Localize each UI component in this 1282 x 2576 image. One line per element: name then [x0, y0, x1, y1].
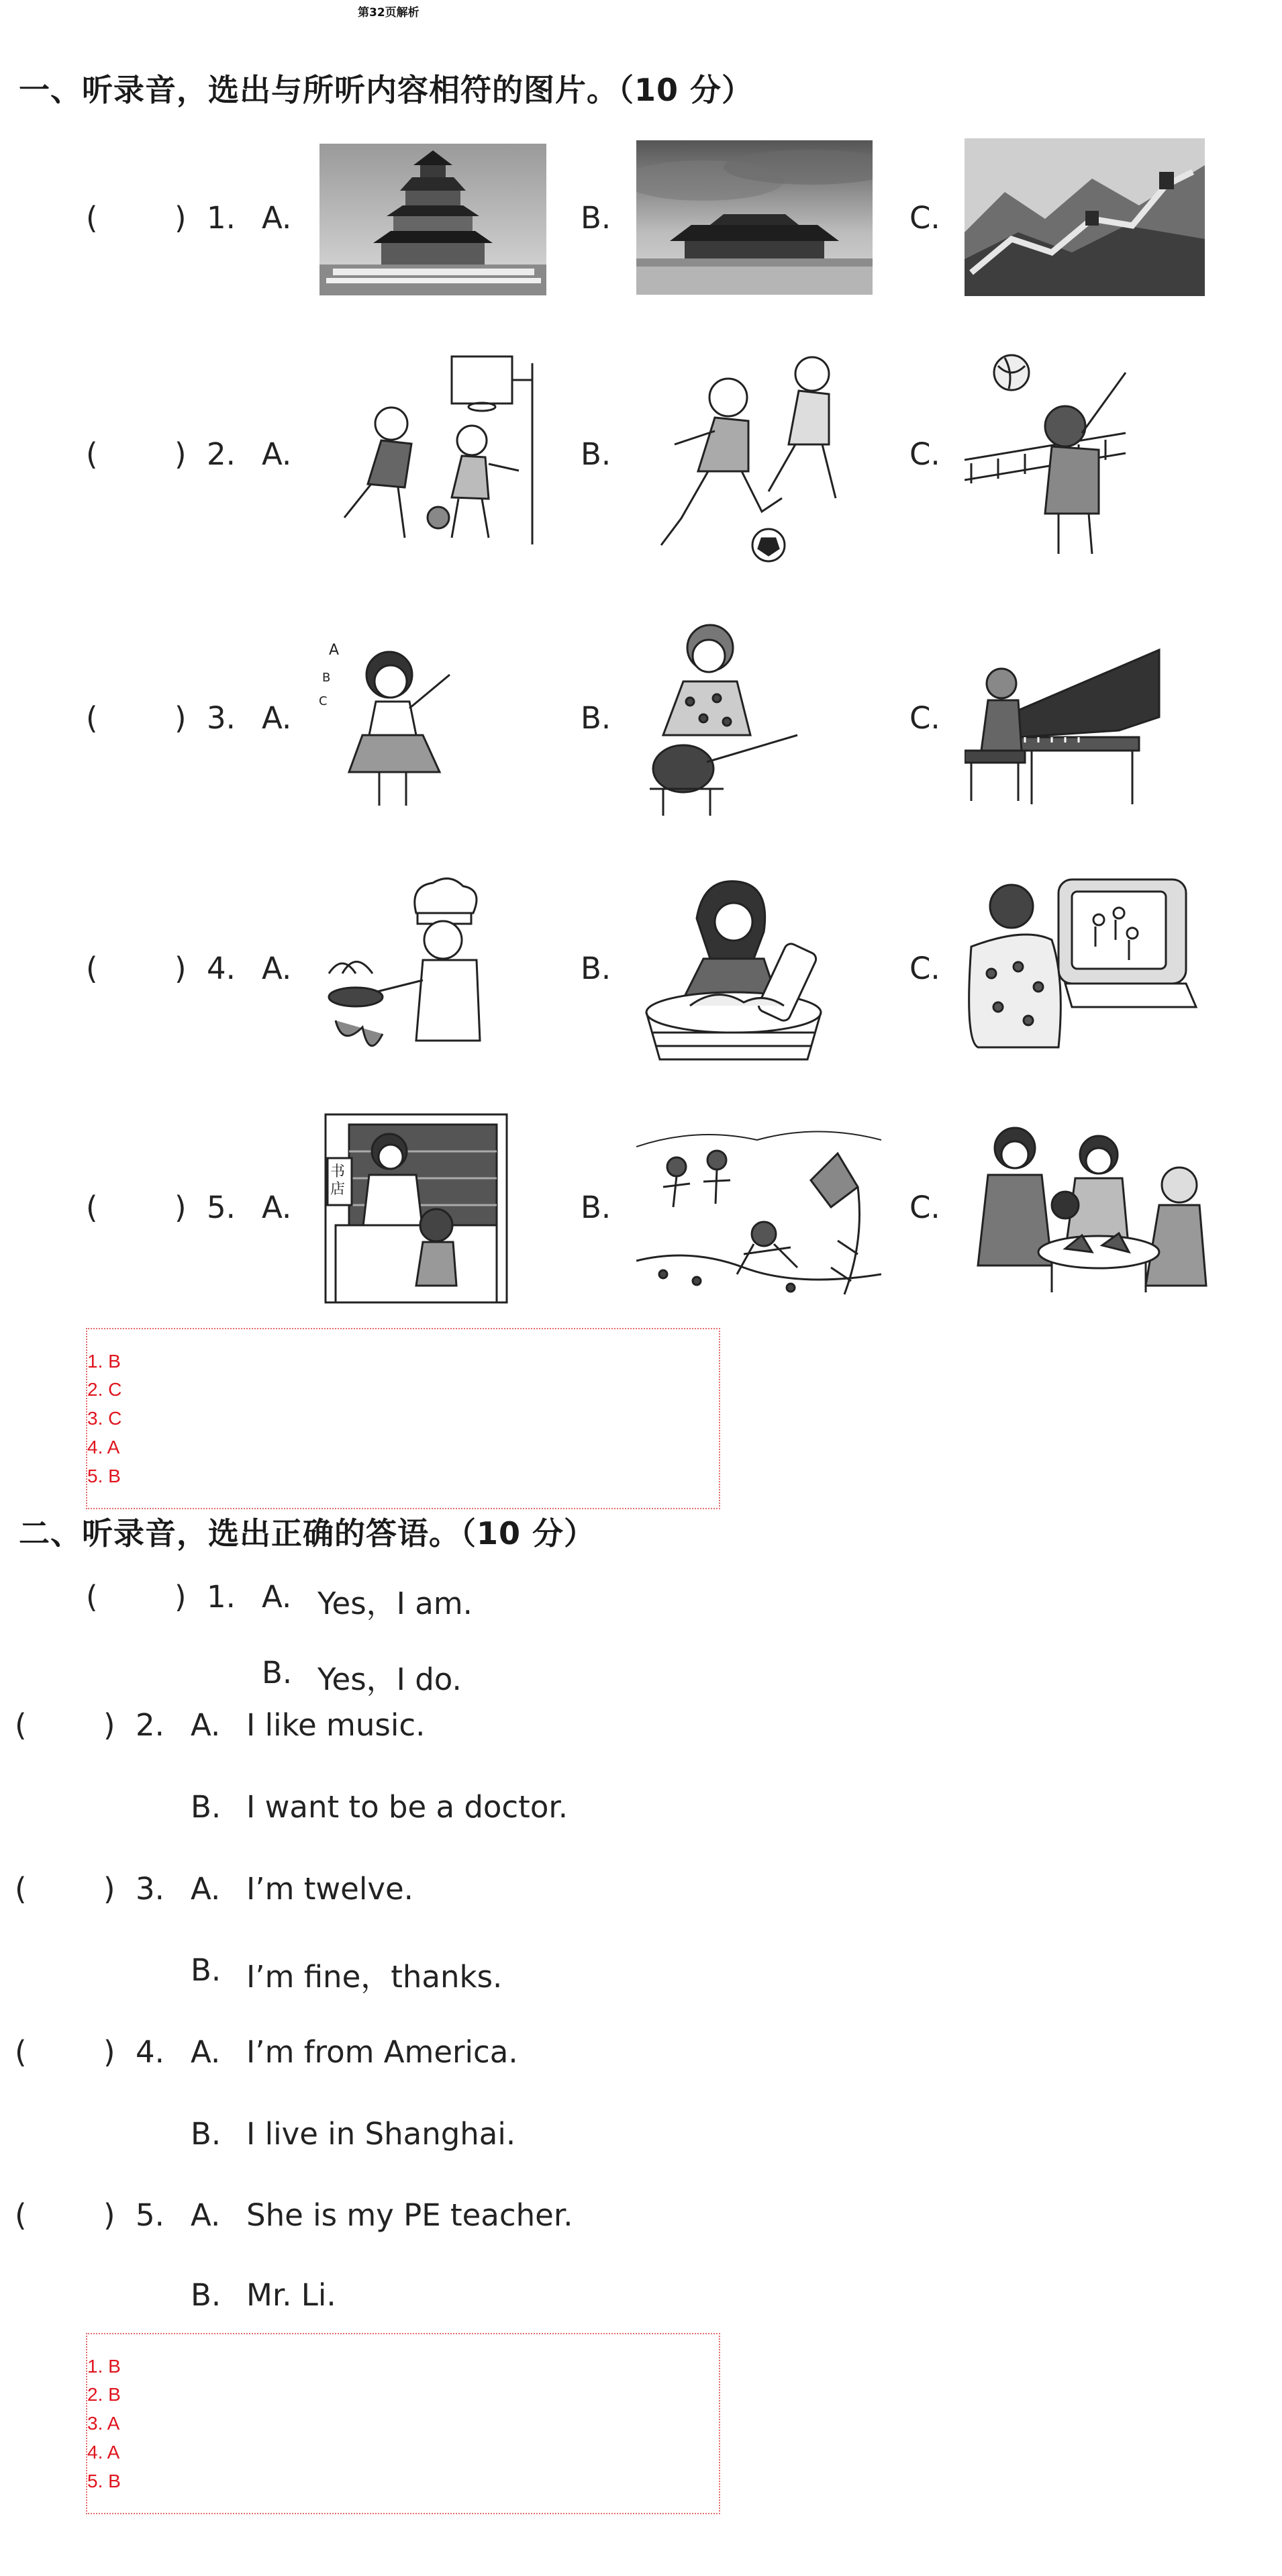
option-letter: C.	[909, 700, 940, 736]
option-text: I want to be a doctor.	[246, 1789, 569, 1825]
section1-title: 一、听录音，选出与所听内容相符的图片。（10 分）	[19, 72, 754, 108]
football-drawing[interactable]	[634, 344, 862, 564]
answer-blank[interactable]: ( )	[86, 436, 187, 472]
section1-answer-box	[86, 1328, 720, 1509]
option-letter: A.	[262, 200, 292, 236]
option-letter: C.	[909, 200, 940, 236]
option-letter: B.	[191, 2116, 221, 2152]
option-letter: B.	[191, 1952, 221, 1988]
bookstore-sign: 书店	[330, 1163, 346, 1198]
piano-boy-drawing[interactable]	[965, 636, 1166, 808]
answer-line: 4. A	[87, 1437, 120, 1458]
svg-text:B: B	[322, 671, 331, 685]
option-text: She is my PE teacher.	[246, 2197, 573, 2233]
great-wall-photo[interactable]	[965, 138, 1205, 296]
option-letter: A.	[262, 1579, 292, 1615]
option-text: Yes，I am.	[317, 1586, 473, 1621]
section2-title: 二、听录音，选出正确的答语。（10 分）	[19, 1515, 596, 1552]
answer-blank[interactable]: ( )	[15, 1871, 115, 1907]
question-number: 3.	[136, 1871, 164, 1907]
singing-girl-drawing[interactable]	[315, 628, 477, 809]
option-text: I’m from America.	[246, 2034, 518, 2070]
answer-line: 3. A	[87, 2413, 120, 2434]
option-text: I like music.	[246, 1707, 426, 1743]
option-letter: B.	[191, 1789, 221, 1825]
option-letter: B.	[581, 700, 611, 736]
option-letter: A.	[191, 1871, 221, 1907]
option-letter: B.	[581, 951, 611, 986]
answer-line: 1. B	[87, 1351, 121, 1372]
forbidden-city-photo[interactable]	[636, 140, 873, 295]
question-number: 4.	[207, 951, 236, 986]
option-letter: B.	[262, 1655, 293, 1690]
option-text: I’m fine，thanks.	[246, 1959, 503, 1995]
option-text: Mr. Li.	[246, 2277, 336, 2313]
svg-text:A: A	[329, 642, 340, 659]
option-letter: A.	[262, 951, 292, 986]
option-letter: A.	[191, 2197, 221, 2233]
temple-of-heaven-photo[interactable]	[319, 144, 546, 295]
answer-blank[interactable]: ( )	[86, 700, 187, 736]
answer-blank[interactable]: ( )	[15, 2197, 115, 2233]
guitar-woman-drawing[interactable]	[636, 614, 811, 819]
option-text: I live in Shanghai.	[246, 2116, 516, 2152]
option-letter: B.	[191, 2277, 221, 2313]
option-letter: A.	[262, 1190, 292, 1225]
answer-line: 5. B	[87, 2471, 121, 2491]
answer-line: 3. C	[87, 1408, 122, 1429]
svg-text:C: C	[319, 694, 328, 708]
answer-blank[interactable]: ( )	[86, 1579, 187, 1615]
answer-line: 2. B	[87, 2384, 121, 2405]
option-letter: A.	[191, 2034, 221, 2070]
option-text: I’m twelve.	[246, 1871, 413, 1907]
answer-blank[interactable]: ( )	[86, 951, 187, 986]
question-number: 4.	[136, 2034, 164, 2070]
kite-flying-drawing[interactable]	[636, 1120, 881, 1300]
answer-blank[interactable]: ( )	[15, 1707, 115, 1743]
watching-tv-drawing[interactable]	[965, 873, 1199, 1054]
question-number: 1.	[207, 1579, 236, 1615]
question-number: 5.	[207, 1190, 236, 1225]
question-number: 5.	[136, 2197, 164, 2233]
section2-answer-box	[86, 2333, 720, 2514]
question-number: 3.	[207, 700, 236, 736]
answer-line: 1. B	[87, 2356, 121, 2377]
question-number: 2.	[136, 1707, 164, 1743]
page-header: 第32页解析	[358, 6, 420, 19]
cooking-chef-drawing[interactable]	[315, 873, 491, 1069]
option-letter: A.	[191, 1707, 221, 1743]
answer-blank[interactable]: ( )	[86, 200, 187, 236]
answer-blank[interactable]: ( )	[86, 1190, 187, 1225]
option-letter: C.	[909, 1190, 940, 1225]
option-letter: C.	[909, 436, 940, 472]
answer-blank[interactable]: ( )	[15, 2034, 115, 2070]
option-letter: B.	[581, 436, 611, 472]
option-text: Yes，I do.	[317, 1662, 462, 1697]
answer-line: 4. A	[87, 2442, 120, 2463]
volleyball-drawing[interactable]	[965, 346, 1152, 561]
question-number: 1.	[207, 200, 236, 236]
family-eating-drawing[interactable]	[965, 1118, 1213, 1296]
option-letter: B.	[581, 200, 611, 236]
answer-line: 5. B	[87, 1466, 121, 1486]
washing-clothes-drawing[interactable]	[636, 865, 831, 1067]
option-letter: B.	[581, 1190, 611, 1225]
bookstore-drawing[interactable]	[322, 1111, 510, 1306]
option-letter: A.	[262, 700, 292, 736]
question-number: 2.	[207, 436, 236, 472]
answer-line: 2. C	[87, 1379, 122, 1400]
option-letter: A.	[262, 436, 292, 472]
basketball-drawing[interactable]	[317, 350, 552, 558]
option-letter: C.	[909, 951, 940, 986]
